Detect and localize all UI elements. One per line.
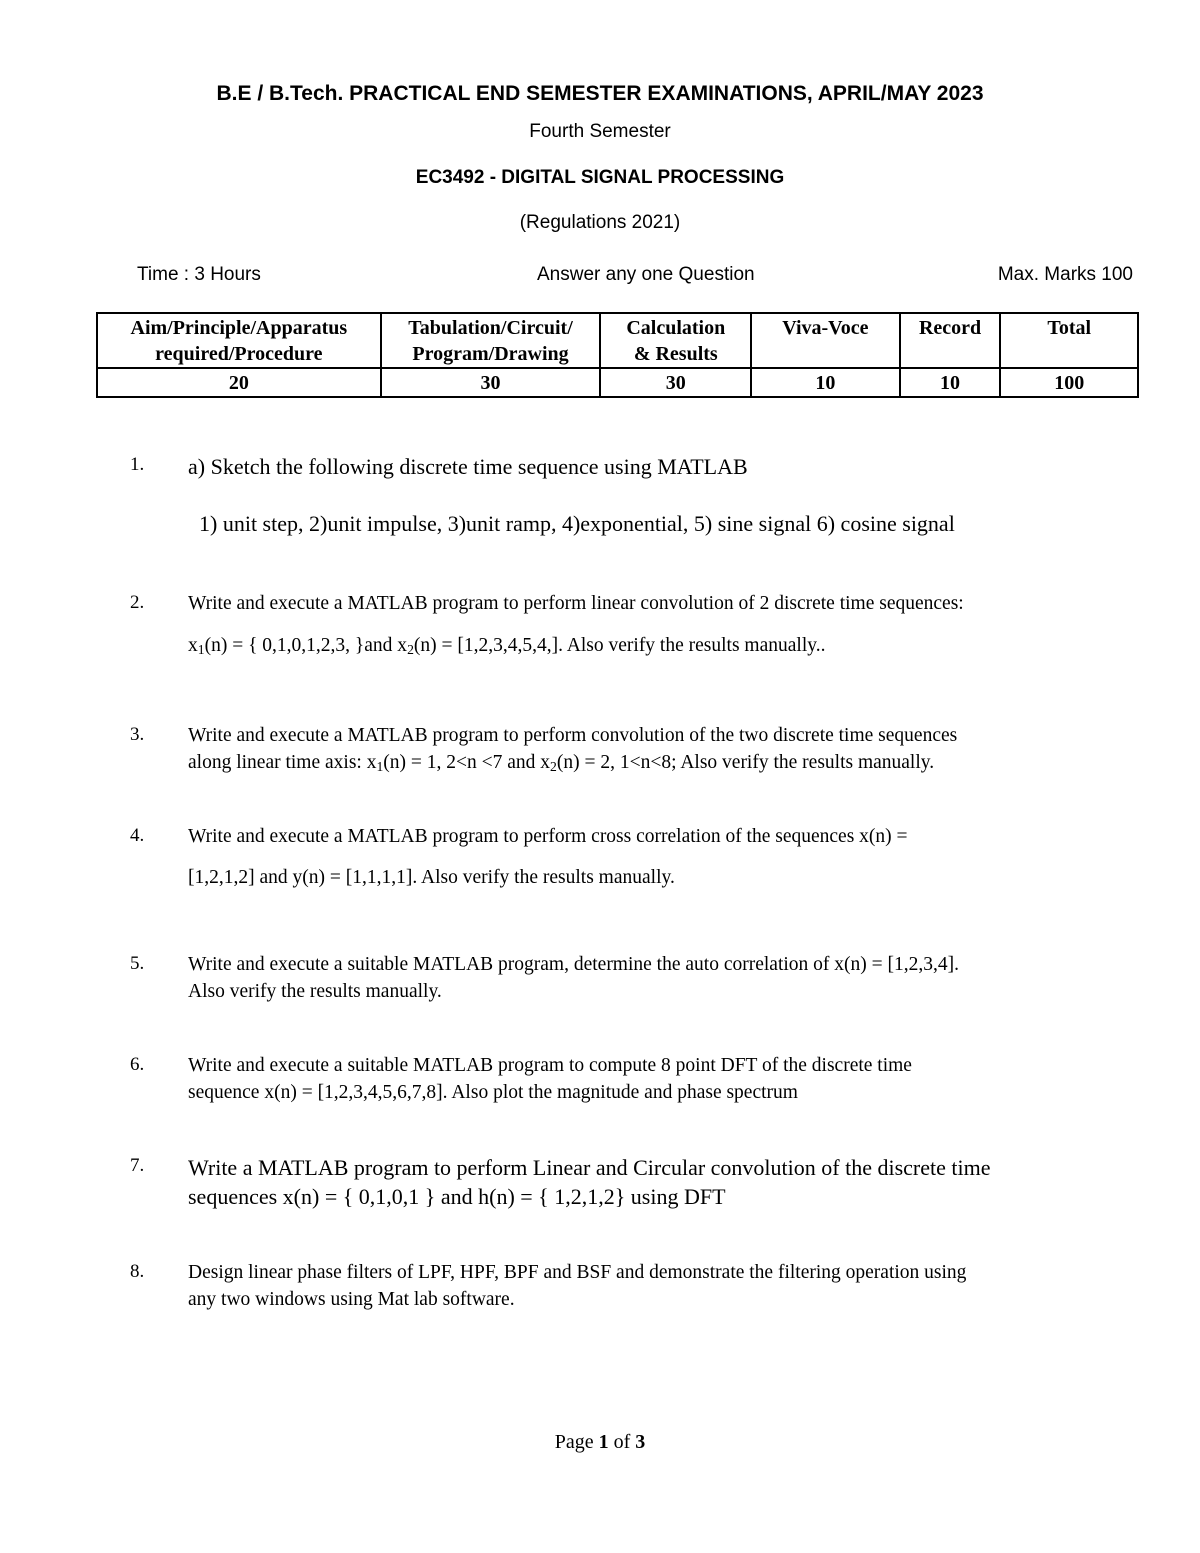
question-7 <box>188 1153 1148 1211</box>
question-text: Design linear phase filters of LPF, HPF, BPF and BSF and demonstrate the filtering operation using <box>188 1262 967 1283</box>
max-marks: Max. Marks 100 <box>997 264 1133 285</box>
question-number: 5. <box>130 953 145 974</box>
table-header-cell <box>751 313 899 368</box>
math-var: x <box>188 635 198 656</box>
question-4-cont <box>188 864 1148 891</box>
table-value-cell: 30 <box>600 368 751 397</box>
question-text: any two windows using Mat lab software. <box>188 1289 515 1310</box>
question-number: 2. <box>130 592 145 613</box>
math-subscript: 1 <box>376 759 384 774</box>
question-text: Write and execute a MATLAB program to perform linear convolution of 2 discrete time sequences: <box>188 593 964 614</box>
question-text: 1) unit step, 2)unit impulse, 3)unit ramp, 4)exponential, 5) sine signal 6) cosine signal <box>199 511 955 536</box>
page-label: Page <box>554 1431 594 1453</box>
table-header-cell <box>381 313 601 368</box>
question-text: Write and execute a MATLAB program to perform cross correlation of the sequences x(n) = <box>188 826 908 847</box>
question-4 <box>188 823 1148 850</box>
marks-table <box>96 312 1139 398</box>
header-text: Total <box>1047 317 1092 339</box>
question-8 <box>188 1259 1148 1313</box>
question-text: [1,2,1,2] and y(n) = [1,1,1,1]. Also verify the results manually. <box>188 867 675 888</box>
math-text: (n) = 1, 2<n <7 and x <box>383 752 551 773</box>
math-text: along linear time axis: x <box>188 752 377 773</box>
header-text: Viva-Voce <box>782 317 869 339</box>
page-current: 1 <box>598 1431 609 1453</box>
question-number: 3. <box>130 724 145 745</box>
math-text: (n) = 2, 1<n<8; Also verify the results manually. <box>556 752 935 773</box>
header-text: Aim/Principle/Apparatus <box>130 317 348 339</box>
question-2-sequences <box>188 632 1148 659</box>
question-number: 7. <box>130 1155 145 1176</box>
regulations-label: (Regulations 2021) <box>519 212 681 233</box>
question-text: Also verify the results manually. <box>188 981 442 1002</box>
page-total: 3 <box>635 1431 646 1453</box>
table-value-cell: 100 <box>1000 368 1138 397</box>
math-subscript: 2 <box>407 642 414 657</box>
question-6 <box>188 1052 1148 1106</box>
math-text: (n) = { 0,1,0,1,2,3, }and x <box>204 635 408 656</box>
math-text: (n) = [1,2,3,4,5,4,]. Also verify the results manually.. <box>413 635 826 656</box>
question-1 <box>188 452 1148 481</box>
course-title: EC3492 - DIGITAL SIGNAL PROCESSING <box>415 167 785 188</box>
exam-title: B.E / B.Tech. PRACTICAL END SEMESTER EXAMINATIONS, APRIL/MAY 2023 <box>216 82 984 105</box>
question-2 <box>188 590 1148 617</box>
table-header-cell <box>600 313 751 368</box>
of-label: of <box>613 1431 631 1453</box>
marks-table-header-row <box>97 313 1138 368</box>
question-5 <box>188 951 1148 1005</box>
question-text: a) Sketch the following discrete time sequence using MATLAB <box>188 454 748 479</box>
header-text: Tabulation/Circuit/ <box>408 317 573 339</box>
header-text: required/Procedure <box>155 343 323 365</box>
table-header-cell <box>97 313 381 368</box>
question-text: Write and execute a suitable MATLAB program to compute 8 point DFT of the discrete time <box>188 1055 912 1076</box>
table-header-cell <box>900 313 1001 368</box>
time-duration: Time : 3 Hours <box>137 264 261 285</box>
semester-label: Fourth Semester <box>529 121 671 142</box>
table-value-cell: 30 <box>381 368 601 397</box>
header-text: Record <box>918 317 982 339</box>
math-subscript: 2 <box>550 759 557 774</box>
table-value-cell: 20 <box>97 368 381 397</box>
table-value-cell: 10 <box>900 368 1001 397</box>
question-number: 6. <box>130 1054 145 1075</box>
question-text: Write a MATLAB program to perform Linear and Circular convolution of the discrete time <box>188 1155 991 1180</box>
answer-instruction: Answer any one Question <box>537 264 755 285</box>
table-header-cell <box>1000 313 1138 368</box>
question-number: 4. <box>130 825 145 846</box>
question-number: 8. <box>130 1261 145 1282</box>
question-text: sequence x(n) = [1,2,3,4,5,6,7,8]. Also plot the magnitude and phase spectrum <box>188 1082 798 1103</box>
question-number: 1. <box>130 454 145 475</box>
question-text <box>188 632 1148 659</box>
question-3 <box>188 722 1148 776</box>
question-text: Write and execute a suitable MATLAB program, determine the auto correlation of x(n) = [1,2,3,4]. <box>188 954 959 975</box>
question-1-sublist <box>199 509 1159 538</box>
header-text: Calculation <box>626 317 726 339</box>
question-text: Write and execute a MATLAB program to perform convolution of the two discrete time sequences <box>188 725 958 746</box>
header-text: Program/Drawing <box>412 343 569 365</box>
math-subscript: 1 <box>197 642 205 657</box>
header-text: & Results <box>633 343 718 365</box>
question-text <box>188 749 1148 776</box>
marks-table-values-row <box>97 368 1138 397</box>
question-text: sequences x(n) = { 0,1,0,1 } and h(n) = { 1,2,1,2} using DFT <box>188 1184 726 1209</box>
page-footer <box>0 1431 1200 1454</box>
table-value-cell: 10 <box>751 368 899 397</box>
